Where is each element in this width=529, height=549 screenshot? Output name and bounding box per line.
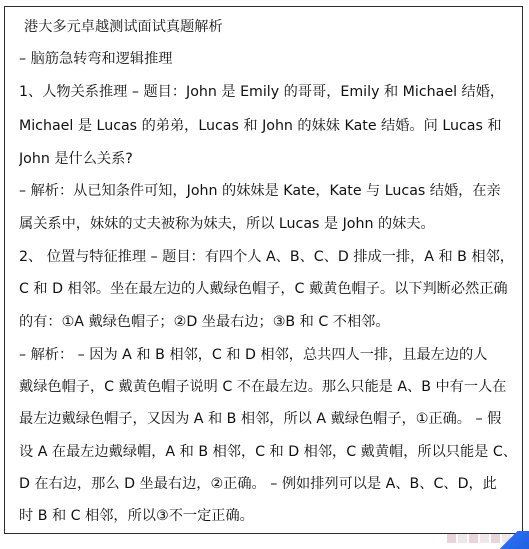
- text-line: Michael 是 Lucas 的弟弟，Lucas 和 John 的妹妹 Kate 结婚。问 Lucas 和: [19, 118, 502, 134]
- text-line: 时 B 和 C 相邻，所以③不一定正确。: [19, 508, 254, 524]
- text-line: 属关系中，妹妹的丈夫被称为妹夫，所以 Lucas 是 John 的妹夫。: [19, 216, 435, 232]
- watermark-corner: [493, 531, 529, 549]
- text-line: 最左边戴绿色帽子，又因为 A 和 B 相邻，所以 A 戴绿色帽子，①正确。 – 假: [19, 411, 502, 427]
- text-line: 2、 位置与特征推理 – 题目：有四个人 A、B、C、D 排成一排，A 和 B 相邻，: [19, 249, 514, 265]
- section-heading: – 脑筋急转弯和逻辑推理: [19, 51, 173, 67]
- text-line: 戴绿色帽子，C 戴黄色帽子说明 C 不在最左边。那么只能是 A、B 中有一人在: [19, 379, 507, 395]
- text-line: – 解析：从已知条件可知，John 的妹妹是 Kate，Kate 与 Lucas 结婚，在亲: [19, 183, 501, 199]
- text-line: 设 A 在最左边戴绿帽，A 和 B 相邻，C 和 D 相邻，C 戴黄帽，所以只能是 C、: [19, 444, 517, 460]
- text-line: 的有：①A 戴绿色帽子；②D 坐最右边；③B 和 C 不相邻。: [19, 314, 390, 330]
- watermark: [421, 527, 529, 549]
- text-line: – 解析： – 因为 A 和 B 相邻，C 和 D 相邻，总共四人一排，且最左边的人: [19, 347, 488, 363]
- text-line: D 在右边，那么 D 坐最右边，②正确。 – 例如排列可以是 A、B、C、D，此: [19, 476, 497, 492]
- text-line: John 是什么关系?: [19, 151, 133, 167]
- document-title: 港大多元卓越测试面试真题解析: [24, 19, 223, 35]
- text-line: 1、人物关系推理 – 题目：John 是 Emily 的哥哥，Emily 和 Michael 结婚，: [19, 84, 505, 100]
- text-line: C 和 D 相邻。坐在最左边的人戴绿色帽子，C 戴黄色帽子。以下判断必然正确: [19, 281, 508, 297]
